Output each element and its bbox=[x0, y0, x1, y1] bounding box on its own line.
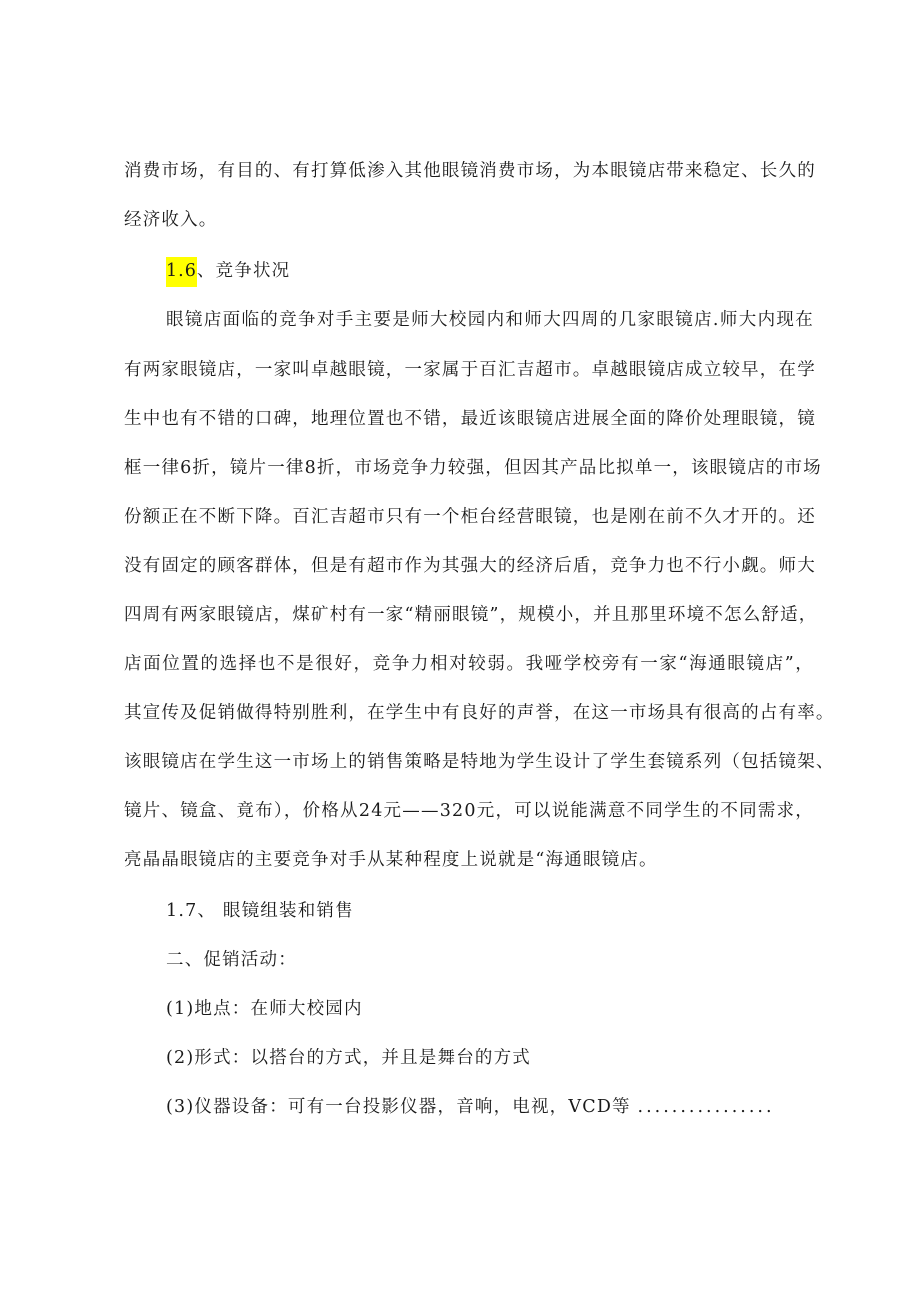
paragraph-line: 其宣传及促销做得特别胜利，在学生中有良好的声誉，在这一市场具有很高的占有率。 bbox=[124, 703, 835, 723]
trailing-dots: ................ bbox=[637, 1097, 775, 1117]
paragraph-line: 份额正在不断下降。百汇吉超市只有一个柜台经营眼镜，也是刚在前不久才开的。还 bbox=[124, 507, 816, 527]
paragraph-line: 消费市场，有目的、有打算低渗入其他眼镜消费市场，为本眼镜店带来稳定、长久的 bbox=[124, 161, 816, 181]
paragraph-line: 生中也有不错的口碑，地理位置也不错，最近该眼镜店进展全面的降价处理眼镜，镜 bbox=[124, 409, 816, 429]
paragraph-line: 该眼镜店在学生这一市场上的销售策略是特地为学生设计了学生套镜系列（包括镜架、 bbox=[124, 752, 835, 772]
highlighted-section-number: 1.6 bbox=[166, 257, 197, 287]
promotion-heading: 二、促销活动： bbox=[166, 950, 297, 970]
paragraph-line: 四周有两家眼镜店，煤矿村有一家“精丽眼镜”，规模小，并且那里环境不怎么舒适， bbox=[124, 605, 818, 625]
section-title: 、竞争状况 bbox=[196, 261, 291, 281]
paragraph-line: 眼镜店面临的竞争对手主要是师大校园内和师大四周的几家眼镜店.师大内现在 bbox=[166, 310, 814, 330]
paragraph-line: 框一律6折，镜片一律8折，市场竞争力较强，但因其产品比拟单一，该眼镜店的市场 bbox=[124, 458, 822, 478]
paragraph-line: 有两家眼镜店，一家叫卓越眼镜，一家属于百汇吉超市。卓越眼镜店成立较早，在学 bbox=[124, 360, 816, 380]
promotion-item: (2)形式：以搭台的方式，并且是舞台的方式 bbox=[166, 1048, 531, 1068]
promotion-item-text: (3)仪器设备：可有一台投影仪器，音响，电视，VCD等 bbox=[166, 1097, 631, 1117]
promotion-item bbox=[166, 1094, 814, 1120]
section-heading-1-6 bbox=[166, 258, 814, 284]
paragraph-line: 镜片、镜盒、竟布），价格从24元——320元，可以说能满意不同学生的不同需求， bbox=[124, 801, 814, 821]
paragraph-line: 经济收入。 bbox=[124, 210, 218, 230]
paragraph-line: 店面位置的选择也不是很好，竞争力相对较弱。我哑学校旁有一家“海通眼镜店”， bbox=[124, 654, 814, 674]
section-heading-1-7: 1.7、 眼镜组装和销售 bbox=[166, 901, 354, 921]
promotion-item: (1)地点：在师大校园内 bbox=[166, 999, 363, 1019]
paragraph-line: 没有固定的顾客群体，但是有超市作为其强大的经济后盾，竞争力也不行小觑。师大 bbox=[124, 556, 816, 576]
paragraph-line: 亮晶晶眼镜店的主要竞争对手从某种程度上说就是“海通眼镜店。 bbox=[124, 850, 658, 870]
